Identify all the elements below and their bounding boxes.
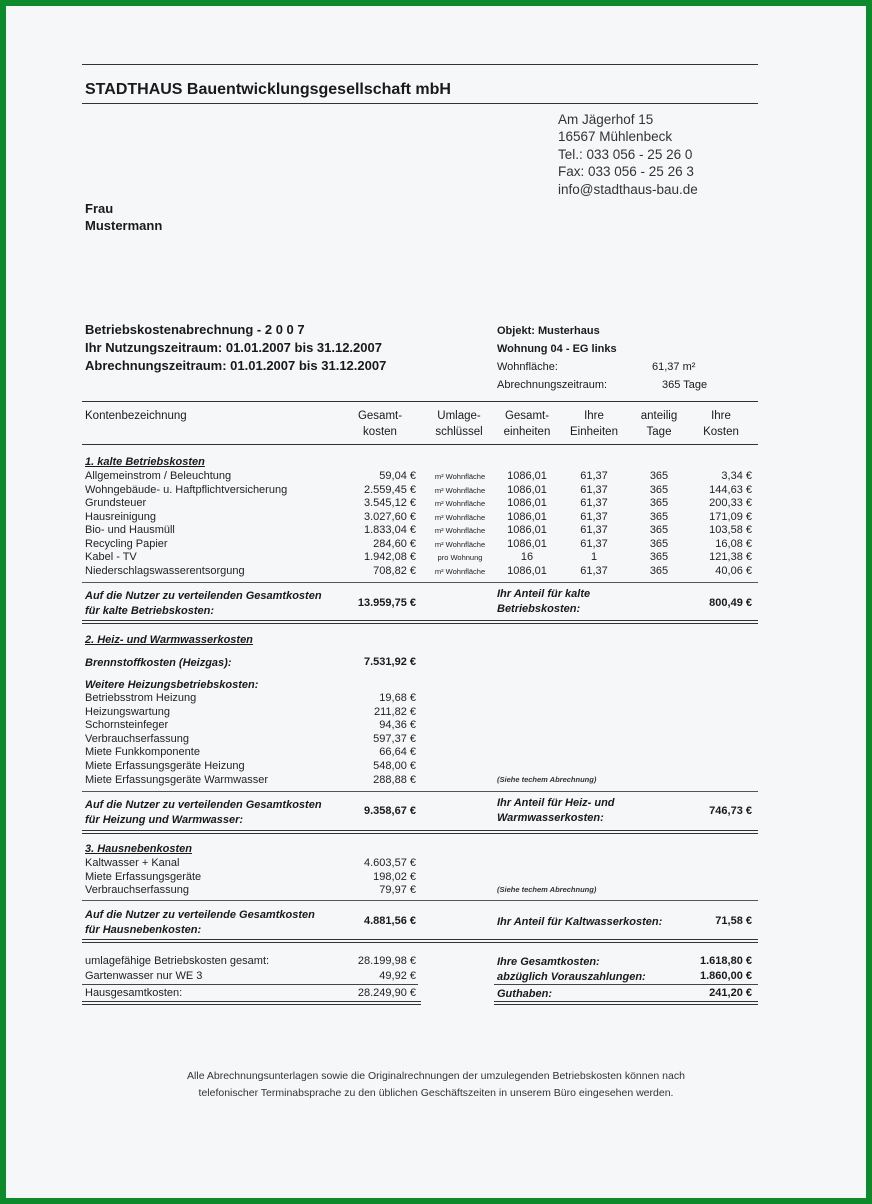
period-label: Abrechnungszeitraum: — [497, 379, 608, 391]
address-fax: Fax: 033 056 - 25 26 3 — [558, 164, 694, 179]
cost-item-days: 365 — [649, 524, 669, 536]
section1-sum-rule — [82, 582, 758, 583]
heating-item-name: Schornsteinfeger — [85, 719, 169, 732]
col-total-costs-line2: kosten — [363, 426, 397, 438]
house-item-name: Kaltwasser + Kanal — [85, 857, 180, 869]
col-your-units — [562, 408, 626, 440]
address-street: Am Jägerhof 15 — [558, 112, 654, 127]
section2-sum-label-line2: für Heizung und Warmwasser: — [85, 814, 244, 826]
cost-item-days: 365 — [649, 470, 669, 482]
object-unit: Wohnung 04 - EG links — [497, 343, 617, 355]
cost-item-name: Niederschlagswasserentsorgung — [85, 564, 245, 577]
top-rule — [82, 64, 758, 65]
section2-share-label-line1: Ihr Anteil für Heiz- und — [497, 797, 615, 809]
heating-item-name: Miete Erfassungsgeräte Heizung — [85, 760, 245, 772]
house-total-rule — [82, 984, 418, 985]
section1-title: 1. kalte Betriebskosten — [85, 456, 205, 468]
cost-item-units: 1086,01 — [507, 524, 547, 536]
total-allocable-value: 28.199,98 € — [357, 955, 416, 967]
credit-label: Guthaben: — [497, 988, 552, 1000]
total-allocable-label: umlagefähige Betriebskosten gesamt: — [85, 955, 270, 967]
col-allocation-key — [423, 408, 495, 440]
cost-item-name: Bio- und Hausmüll — [85, 524, 175, 536]
cost-item-key: m² Wohnfläche — [434, 566, 486, 576]
col-your-costs-line1: Ihre — [711, 410, 731, 422]
heating-item-total: 597,37 € — [373, 732, 416, 745]
cost-item-total: 3.027,60 € — [364, 510, 416, 523]
document-page — [6, 6, 866, 1198]
section3-sum-label — [85, 908, 315, 938]
section3-title: 3. Hausnebenkosten — [85, 843, 192, 855]
heating-sub-title: Weitere Heizungsbetriebskosten: — [85, 679, 259, 691]
cost-item-days: 365 — [649, 483, 669, 496]
cost-item-units: 16 — [520, 551, 534, 563]
house-total-double-rule — [82, 1001, 421, 1005]
section1-sum-label-line2: für kalte Betriebskosten: — [85, 605, 214, 617]
col-total-units-line1: Gesamt- — [504, 410, 550, 422]
area-value: 61,37 m² — [652, 361, 696, 373]
section2-sum-label-line1: Auf die Nutzer zu verteilenden Gesamtkosten — [85, 799, 322, 811]
footer-note-line2: telefonischer Terminabsprache zu den üblichen Geschäftszeiten in unserem Büro eingesehen werden. — [198, 1087, 674, 1099]
section2-share-label-line2: Warmwasserkosten: — [497, 812, 604, 824]
your-total-value: 1.618,80 € — [700, 955, 752, 967]
object-name: Objekt: Musterhaus — [497, 325, 600, 337]
cost-item-key: m² Wohnfläche — [434, 539, 486, 549]
section3-sum-total: 4.881,56 € — [364, 915, 416, 927]
house-item-total: 198,02 € — [373, 870, 416, 883]
cost-item-total: 3.545,12 € — [364, 497, 416, 509]
section1-double-rule — [82, 620, 758, 624]
house-item-total: 4.603,57 € — [364, 857, 416, 869]
section3-note: (Siehe techem Abrechnung) — [497, 885, 597, 894]
company-name: STADTHAUS Bauentwicklungsgesellschaft mbH — [85, 81, 451, 98]
cost-item-your-cost: 200,33 € — [709, 497, 752, 509]
col-account: Kontenbezeichnung — [85, 410, 187, 422]
cost-item-total: 708,82 € — [373, 564, 416, 577]
cost-item-key: pro Wohnung — [437, 553, 483, 562]
fuel-cost-value: 7.531,92 € — [364, 656, 416, 668]
heating-item-total: 66,64 € — [379, 746, 416, 759]
section3-sum-label-line1: Auf die Nutzer zu verteilende Gesamtkosten — [85, 909, 315, 921]
garden-water-value: 49,92 € — [379, 970, 416, 982]
col-total-costs — [341, 408, 419, 440]
house-item-name: Verbrauchserfassung — [85, 884, 189, 897]
section1-share-value: 800,49 € — [709, 597, 752, 609]
heating-item-name: Miete Erfassungsgeräte Warmwasser — [85, 773, 268, 786]
heating-item-name: Betriebsstrom Heizung — [85, 692, 197, 704]
header-rule — [82, 103, 758, 104]
cost-item-key: m² Wohnfläche — [434, 526, 486, 535]
cost-item-days: 365 — [649, 497, 669, 509]
address-email: info@stadthaus-bau.de — [558, 182, 698, 197]
section2-sum-label — [85, 798, 322, 828]
cost-item-your-cost: 16,08 € — [715, 537, 752, 550]
cost-item-days: 365 — [649, 551, 669, 563]
section2-double-rule — [82, 830, 758, 834]
cost-item-your-units: 61,37 — [580, 497, 608, 509]
garden-water-label: Gartenwasser nur WE 3 — [85, 970, 203, 982]
col-days — [630, 408, 688, 440]
cost-item-your-units: 61,37 — [580, 524, 608, 536]
cost-item-units: 1086,01 — [507, 537, 547, 550]
cost-item-your-units: 61,37 — [580, 510, 608, 523]
cost-item-your-cost: 121,38 € — [709, 551, 752, 563]
heating-item-total: 19,68 € — [379, 692, 416, 704]
credit-double-rule — [494, 1001, 758, 1005]
cost-item-your-cost: 144,63 € — [709, 483, 752, 496]
col-your-units-line2: Einheiten — [570, 426, 618, 438]
heating-item-total: 94,36 € — [379, 719, 416, 732]
col-total-units — [495, 408, 559, 440]
col-allocation-key-line1: Umlage- — [437, 410, 481, 422]
section2-title: 2. Heiz- und Warmwasserkosten — [85, 634, 253, 646]
heating-item-total: 288,88 € — [373, 773, 416, 786]
cost-item-units: 1086,01 — [507, 497, 547, 509]
house-total-label: Hausgesamtkosten: — [85, 987, 183, 999]
cost-item-days: 365 — [649, 510, 669, 523]
house-total-value: 28.249,90 € — [357, 987, 416, 999]
section3-share-value: 71,58 € — [715, 915, 752, 927]
area-label: Wohnfläche: — [497, 361, 558, 373]
your-total-label: Ihre Gesamtkosten: — [497, 956, 600, 968]
usage-period: Ihr Nutzungszeitraum: 01.01.2007 bis 31.12.2007 — [85, 340, 382, 355]
cost-item-your-cost: 40,06 € — [715, 564, 752, 577]
cost-item-key: m² Wohnfläche — [434, 472, 486, 481]
address-phone: Tel.: 033 056 - 25 26 0 — [558, 147, 693, 162]
period-value: 365 Tage — [662, 379, 708, 391]
cost-item-total: 2.559,45 € — [364, 483, 416, 496]
col-your-units-line1: Ihre — [584, 410, 604, 422]
heating-item-name: Miete Funkkomponente — [85, 746, 200, 759]
cost-item-name: Hausreinigung — [85, 510, 156, 523]
cost-item-days: 365 — [649, 564, 669, 577]
cost-item-name: Recycling Papier — [85, 537, 168, 550]
cost-item-your-units: 61,37 — [580, 483, 608, 496]
recipient-salutation: Frau — [85, 201, 114, 216]
credit-rule — [494, 984, 758, 985]
col-total-units-line2: einheiten — [503, 426, 551, 438]
prepayments-label: abzüglich Vorauszahlungen: — [497, 971, 646, 983]
section1-sum-label-line1: Auf die Nutzer zu verteilenden Gesamtkosten — [85, 590, 322, 602]
col-days-line1: anteilig — [640, 410, 678, 422]
section2-sum-total: 9.358,67 € — [364, 805, 416, 817]
cost-item-your-cost: 103,58 € — [709, 524, 752, 536]
cost-item-your-units: 61,37 — [580, 537, 608, 550]
statement-title: Betriebskostenabrechnung - 2 0 0 7 — [85, 322, 305, 337]
cost-item-key: m² Wohnfläche — [434, 512, 486, 522]
cost-item-total: 1.942,08 € — [364, 551, 416, 563]
recipient-name: Mustermann — [85, 218, 163, 233]
col-total-costs-line1: Gesamt- — [357, 410, 403, 422]
cost-item-key: m² Wohnfläche — [434, 499, 486, 508]
col-your-costs — [692, 408, 750, 440]
table-header-rule — [82, 444, 758, 445]
table-top-rule — [82, 401, 758, 402]
cost-item-total: 284,60 € — [373, 537, 416, 550]
cost-item-your-units: 61,37 — [580, 470, 608, 482]
section1-sum-total: 13.959,75 € — [357, 597, 416, 609]
section3-sum-rule — [82, 900, 758, 901]
section1-share-label — [497, 587, 590, 617]
section2-note: (Siehe techem Abrechnung) — [497, 775, 597, 784]
section2-sum-rule — [82, 791, 758, 792]
cost-item-name: Kabel - TV — [85, 551, 137, 563]
col-allocation-key-line2: schlüssel — [435, 426, 483, 438]
house-item-name: Miete Erfassungsgeräte — [85, 870, 202, 883]
credit-value: 241,20 € — [709, 987, 752, 999]
heating-item-total: 548,00 € — [373, 760, 416, 772]
section2-share-value: 746,73 € — [709, 805, 752, 817]
cost-item-name: Grundsteuer — [85, 497, 147, 509]
cost-item-your-cost: 3,34 € — [721, 470, 752, 482]
cost-item-your-units: 61,37 — [580, 564, 608, 577]
footer-note-line1: Alle Abrechnungsunterlagen sowie die Originalrechnungen der umzulegenden Betriebskosten können nach — [187, 1070, 685, 1082]
section1-share-label-line2: Betriebskosten: — [497, 603, 581, 615]
section2-share-label — [497, 796, 615, 826]
section3-sum-label-line2: für Hausnebenkosten: — [85, 924, 202, 936]
cost-item-units: 1086,01 — [507, 564, 547, 577]
cost-item-units: 1086,01 — [507, 483, 547, 496]
section1-share-label-line1: Ihr Anteil für kalte — [497, 588, 591, 600]
cost-item-key: m² Wohnfläche — [434, 485, 486, 495]
cost-item-name: Allgemeinstrom / Beleuchtung — [85, 470, 232, 482]
section1-sum-label — [85, 589, 322, 619]
cost-item-total: 1.833,04 € — [364, 524, 416, 536]
heating-item-name: Heizungswartung — [85, 705, 170, 718]
prepayments-value: 1.860,00 € — [700, 970, 752, 982]
section3-double-rule — [82, 939, 758, 943]
cost-item-total: 59,04 € — [379, 470, 416, 482]
house-item-total: 79,97 € — [379, 884, 416, 897]
heating-item-name: Verbrauchserfassung — [85, 732, 189, 745]
cost-item-units: 1086,01 — [507, 510, 547, 523]
col-your-costs-line2: Kosten — [703, 426, 739, 438]
section3-share-label: Ihr Anteil für Kaltwasserkosten: — [497, 916, 663, 928]
fuel-cost-label: Brennstoffkosten (Heizgas): — [85, 657, 232, 669]
cost-item-name: Wohngebäude- u. Haftpflichtversicherung — [85, 483, 288, 496]
cost-item-your-units: 1 — [590, 551, 598, 563]
cost-item-units: 1086,01 — [507, 470, 547, 482]
address-city: 16567 Mühlenbeck — [558, 129, 673, 144]
cost-item-your-cost: 171,09 € — [709, 510, 752, 523]
cost-item-days: 365 — [649, 537, 669, 550]
col-days-line2: Tage — [646, 426, 672, 438]
billing-period: Abrechnungszeitraum: 01.01.2007 bis 31.12.2007 — [85, 358, 387, 373]
heating-item-total: 211,82 € — [373, 705, 416, 718]
